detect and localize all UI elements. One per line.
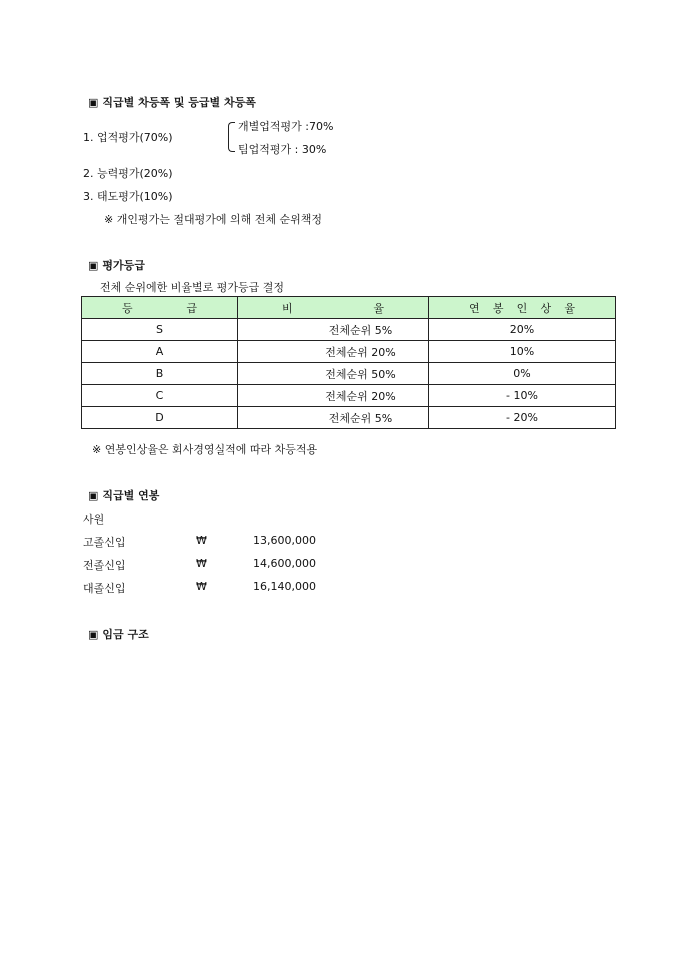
table-row <box>82 341 616 363</box>
bracket-icon <box>228 122 235 152</box>
ratio-text: 전체순위 5% <box>328 323 393 337</box>
square-bullet-icon: ▣ <box>88 489 99 502</box>
header-ratio <box>238 297 429 319</box>
raise-cell: 20% <box>429 319 616 341</box>
currency-symbol: ₩ <box>196 557 207 570</box>
table-row <box>82 385 616 407</box>
heading-text: 평가등급 <box>102 259 145 272</box>
square-bullet-icon: ▣ <box>88 96 99 109</box>
salary-label: 대졸신입 <box>83 582 126 595</box>
ratio-cell <box>238 341 429 363</box>
table-row <box>82 407 616 429</box>
header-char: 율 <box>373 301 384 315</box>
table-header-row <box>82 297 616 319</box>
ratio-text: 전체순위 20% <box>325 389 396 403</box>
ratio-text: 전체순위 50% <box>325 367 396 381</box>
eval-sub-team: 팀업적평가 : 30% <box>238 143 327 156</box>
table-row <box>82 319 616 341</box>
eval-sub-individual: 개별업적평가 :70% <box>238 120 334 133</box>
salary-category: 사원 <box>83 513 105 526</box>
grade-cell: D <box>82 407 238 429</box>
ratio-text: 전체순위 20% <box>325 345 396 359</box>
ratio-cell <box>238 363 429 385</box>
header-grade <box>82 297 238 319</box>
header-char: 등 <box>122 301 133 315</box>
header-char: 비 <box>282 301 293 315</box>
ratio-cell <box>238 319 429 341</box>
square-bullet-icon: ▣ <box>88 259 99 272</box>
section-heading-grades <box>88 257 145 273</box>
grade-cell: S <box>82 319 238 341</box>
grade-intro: 전체 순위에한 비율별로 평가등급 결정 <box>100 281 285 294</box>
raise-cell: 10% <box>429 341 616 363</box>
grade-table <box>81 296 616 429</box>
header-raise <box>429 297 616 319</box>
salary-label: 전졸신입 <box>83 559 126 572</box>
header-char: 인 <box>516 301 528 315</box>
salary-amount: 16,140,000 <box>253 580 316 593</box>
header-char: 상 <box>540 301 552 315</box>
eval-item-performance: 1. 업적평가(70%) <box>83 131 173 144</box>
header-char: 연 <box>469 301 480 315</box>
grade-cell: A <box>82 341 238 363</box>
heading-text: 직급별 연봉 <box>102 489 160 502</box>
raise-cell: - 10% <box>429 385 616 407</box>
heading-text: 임금 구조 <box>102 628 149 641</box>
salary-label: 고졸신입 <box>83 536 126 549</box>
square-bullet-icon: ▣ <box>88 628 99 641</box>
currency-symbol: ₩ <box>196 534 207 547</box>
salary-amount: 14,600,000 <box>253 557 316 570</box>
grade-cell: C <box>82 385 238 407</box>
section-heading-salary <box>88 487 159 503</box>
raise-cell: - 20% <box>429 407 616 429</box>
header-char: 율 <box>564 301 575 315</box>
header-char: 봉 <box>492 301 504 315</box>
raise-cell: 0% <box>429 363 616 385</box>
section-heading-differential <box>88 94 256 110</box>
raise-note: ※ 연봉인상율은 회사경영실적에 따라 차등적용 <box>92 443 318 456</box>
grade-cell: B <box>82 363 238 385</box>
section-heading-wage-structure <box>88 626 149 642</box>
currency-symbol: ₩ <box>196 580 207 593</box>
header-char: 급 <box>186 301 197 315</box>
eval-item-attitude: 3. 태도평가(10%) <box>83 190 173 203</box>
heading-text: 직급별 차등폭 및 등급별 차등폭 <box>102 96 256 109</box>
ratio-text: 전체순위 5% <box>328 411 393 425</box>
table-row <box>82 363 616 385</box>
eval-item-ability: 2. 능력평가(20%) <box>83 167 173 180</box>
eval-note: ※ 개인평가는 절대평가에 의해 전체 순위책정 <box>104 213 322 226</box>
ratio-cell <box>238 407 429 429</box>
ratio-cell <box>238 385 429 407</box>
salary-amount: 13,600,000 <box>253 534 316 547</box>
